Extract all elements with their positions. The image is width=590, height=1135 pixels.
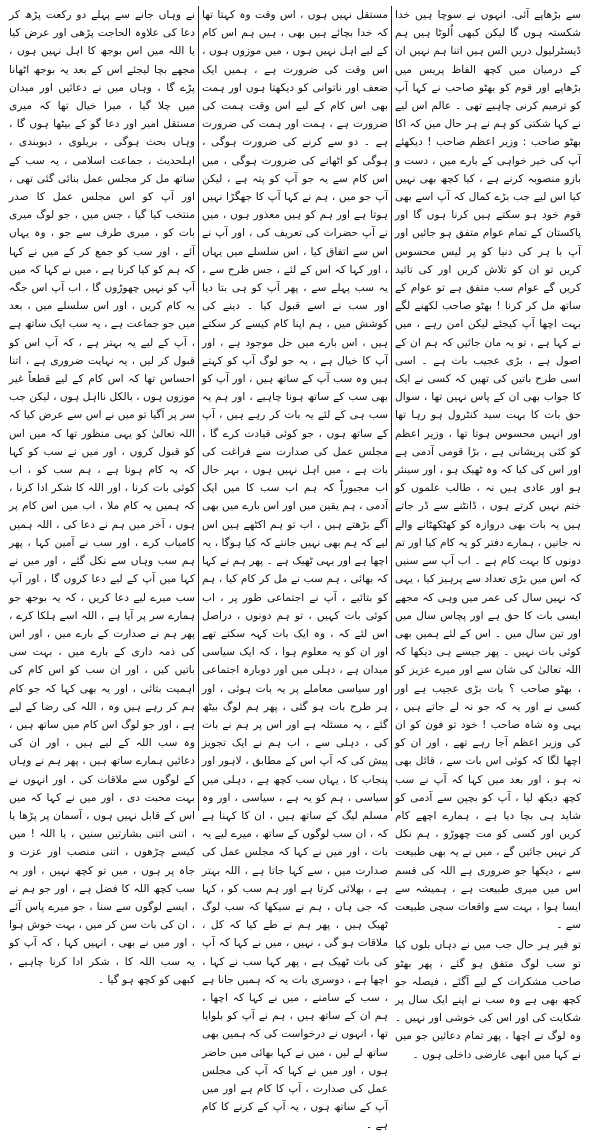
- column-right: [391, 6, 584, 1061]
- column-middle: [198, 6, 391, 1132]
- paragraph: نے وہاں جانے سے پہلے دو رکعت پڑھ کر دعا کی علاوہ الحاجت پڑھی اور عرض کیا یا اللہ میں اس بوجھ کا اہل نہیں ہوں ، مجھے بچا لیجئے اس کے بعد یہ بوجھ اٹھانا پڑے گا ، وہاں میں نے دعائیں اور میدان میں چلا گیا ، میرا خیال تھا کہ میری مستقل امیر اور دعا گو کے بیٹھا ہوں گا ، وہاں بحث ہوگی ، بریلوی ، دیوبندی ، اہلحدیث ، جماعت اسلامی ، یہ سب کے ساتھ مل کر مجلس عمل بنائی گئی تھی ، اور آپ کو اس مجلس عمل کا صدر منتخب کیا گیا ، جس میں ، جو لوگ میری بات کو ، میری طرف سے جو ، وہ یہاں آئے ، اور سب کو جمع کر کے میں نے کہا کہ ہم کو کیا کرنا ہے ، میں نے کہا کہ میں آپ کو نہیں چھوڑوں گا ، اب آپ اس جگہ یہ کام کریں ، اور اس سلسلے میں ، بعد میں جو جماعت ہے ، یہ سب ایک ساتھ ہے ، آپ کے لیے یہ بہتر ہے ، کہ آپ اس کو قبول کر لیں ، یہ نہایت ضروری ہے ، اتنا احساس تھا کہ اس کام کے لیے قطعاً غیر موزوں ہوں ، بالکل نااہل ہوں ، لیکن جب سر پر آگیا تو میں نے اس سے عرض کیا کہ اللہ تعالیٰ کو یہی منظور تھا کہ میں اس کو قبول کروں ، اور میں نے سب کو کہا کہ یہ کام ہونا ہے ، ہم سب کو ، اب کوئی بات کرنا ، اور اللہ کا شکر ادا کرنا ، کہ ہمیں یہ کام ملا ، اب میں اس کام پر ہوں ، آخر میں ہم نے دعا کی ، اللہ ہمیں کامیاب کرے ، اور سب نے آمین کہا ، پھر ہم سب وہاں سے نکل گئے ، اور میں نے کہا میں آپ کے لیے دعا کروں گا ، اور آپ سب میرے لیے دعا کریں ، کہ یہ بوجھ جو ہمارے سر پر آیا ہے ، اللہ اسے ہلکا کرے ، پھر ہم نے صدارت کے بارے میں ، اور اس کی ذمہ داری کے بارے میں ، بہت سی باتیں کیں ، اور ان سب کو اس کام کی اہمیت بتائی ، اور یہ بھی کہا کہ جو کام ہم کر رہے ہیں وہ ، اللہ کی رضا کے لیے ہے ، اور جو لوگ اس کام میں ساتھ ہیں ، وہ سب اللہ کے لیے ہیں ، اور ان کی دعائیں ہمارے ساتھ ہیں ، پھر ہم نے وہاں کے لوگوں سے ملاقات کی ، اور انہوں نے بہت محبت دی ، اور میں نے کہا کہ میں اس کے قابل نہیں ہوں ، آسمان پر پڑھا یا ، اتنی اتنی بشارتیں سنیں ، یا اللہ ! میں کیسے چڑھوں ، اتنی منصب اور عزت و جاہ پر ہوں ، میں تو کچھ نہیں ، اور یہ سب کچھ اللہ کا فضل ہے ، اور جو ہم نے ، ایسے لوگوں سے سنا ، جو میرے پاس آئے ، ان کی بات سن کر میں ، بہت خوش ہوا ، اور میں نے بھی ، انہیں کہا ، کہ آپ کو یہ سب اللہ کا ، شکر ادا کرنا چاہیے ، کبھی کو کچھ ہو گیا ۔: [5, 9, 195, 986]
- paragraph: سے بڑھاپے آئی. انہوں نے سوچا ہیں خدا شکستہ ہوں گا لیکن کبھی اُلوٹا ہیں ہم ڈیسٹرلیول دریں الس ہیں اتنا ہم نہیں ان کے درمیان میں کچھ الفاظ پریس میں بڑھاپے اور قوم کو بھٹو صاحب نے کہا آپ کو ترمیم کرنی چاہیے تھی ۔ عالم اس لیے نے کہا شکتی کو ہم نے ہر حال میں کہ اکا بھٹو صاحب : وزیر اعظم صاحب ! دیکھئے آپ کی خیر خواہی کے بارے میں ، دست و بازو منصوبہ کرنے ہے ، کیا کچھ بھی نہیں کیا اس لیے جب بڑے کمال کہ آپ اسے بھی قوم خود ہو سکتے ہیں کرنا ہوں گا اور پاکستان کے تمام عوام متفق ہو جائیں اور آپ با ہر کی دنیا کو پر لیس محسوس کریں تو ان کو تلاش کریں اور کی تائید کریں گے عوام سب متفق ہے تو عوام کے ساتھ مل کر کرنا ! بھٹو صاحب لکھنے لگے بہت اچھا آپ کیجئے لیکن امن رہے ، میں نے کہا ہے ، تو یہ مان جائیں کہ ہم ان کے اصول ہے ، بڑی عجیب بات ہے ۔ اسی اسی طرح باتیں کی تھیں کہ کسی نے ایک کا جواب بھی ان کے پاس نہیں تھا ، سوال حق بات کا بہت سید کنٹرول ہو رہا تھا اور انہیں محسوس ہوتا تھا ، وزیر اعظم کو کئی پریشانی ہے ، بڑا قومی آدمی ہے اور اس کی کیا کہ وہ ٹھیک ہو ، اور سینئر ہو اور عادی ہیں نہ ، طالب علموں کو ختم نہیں کرتے ہوں ، ڈانٹنے سے ڈر جاتے ہیں یہ بات بھی دروازہ کو کھٹکھٹانے والے نہ جانیں ، ہمارے دفتر کو یہ کام کیا اور تم دونوں کا بہت کام ہے ۔ اب آپ سے سنیں کہ اس میں بڑی تعداد سے پرہیز کیا ، یہی کہ نہیں سال کی عمر میں وہی کہ مجھے ایسی بات کا حق ہے اور پچاس سال میں اور تین سال میں ۔ اس کے لئے ہمیں بھی کوئی بات نہیں ۔ پھر جیسے ہی دیکھا کہ اللہ تعالیٰ کی شان سے اور میرے عزیز کو ، بھٹو صاحب ؟ بات بڑی عجیب ہے اور کسی نے اور یہ کہ جو نہ لے جاتے ہیں ، یہی وہ شاہ صاحب ! خود تو فون کو ان کی وزیر اعظم آجا رہے تھے ، اور ان کو اچھا لگا کہ کوئی اس بات سے ، قائل بھی نہ ہو ، اور بعد میں کہا کہ آپ نے سب کچھ دیکھ لیا ، آپ کو بچپن سے آدمی کو شاید ہی بچا دیا ہے ، ہمارے اچھے کام کریں اور کسی کو مت چھوڑو ، ہم نکل کر نہیں جائیں گے ، میں نے یہ بھی طبیعت سے ، دیکھا جو ضروری ہے اللہ کی قسم اس میں میری طبیعت ہے ، ہمیشہ سے ایسا ہوا ، بہت سے واقعات سچی طبیعت سے ۔: [391, 9, 581, 932]
- text-columns: [5, 6, 584, 1132]
- paragraph: مستقل نہیں ہوں ، اس وقت وہ کہتا تھا کہ خدا بچائے ہیں بھی ، ہیں ہم اس کام کے لیے اہل نہیں ہوں ، میں موزوں ہوں ، اس وقت کی ضرورت ہے ، ہمیں ایک ضعف اور ناتوانی کو دیکھتا ہوں اور ہمت بھی اس کام کے لیے اس وقت ہمت کی ضرورت ہے ، ہمت اور ہمت کی ضرورت ہے ۔ دو سے کرنے کی ضرورت ہوگی ، ہوگی کو اٹھانے کی ضرورت ہوگی ، میں اس کام سے یہ جو آپ کو پتہ ہے ، لیکن آپ جو میں ، ہم نے کہا آپ کا جھگڑا نہیں ہوتا ہے اور ہم کو ہیں معذور ہوں ، میں نے آپ حضرات کی تعریف کی ، اور آپ نے اس سے اتفاق کیا ، اس سلسلے میں یہاں ، اور کہا کہ اس کے لئے ، جس طرح سے ، یہ سب پہلے سے ، پھر آپ کو ہی بتا دیا اور سب نے اسے قبول کیا ۔ دینے کی کوشش میں ، ہم اپنا کام کیسے کر سکتے ہیں ، اس بارے میں حل موجود ہے ، اور آپ کا خیال ہے ، یہ جو لوگ آپ کو کہتے ہیں وہ سب آپ کے ساتھ ہیں ، اور آپ کو بھی سب کے ساتھ ہونا چاہیے ، اور ہم یہ سب ہی کے لئے یہ بات کر رہے ہیں ، آپ کے ساتھ ہوں ، جو کوئی قیادت کرے گا ، مجلس عمل کی صدارت سے فراغت کی بات ہے ، میں اہل نہیں ہوں ، بہر حال اب مجبوراً کہ ہم اب سب کا میں ایک آدمی ، ہم یقین میں اور اس بارے میں بھی آگے بڑھتے ہیں ، اب تو ہم اکٹھے ہیں اس لیے کہ ہم بھی نہیں جانتے کہ کیا ہوگا ، یہ اچھا ہے اور یہی ٹھیک ہے ۔ پھر ہم نے کہا کہ بھائی ، ہم سب نے مل کر کام کیا ، ہم کو بتائیے ، آپ نے اجتماعی طور پر ، اب کوئی بات کہیں ، تو ہم دونوں ، دراصل اس لئے کہ ، وہ ایک بات کہہ سکتے تھے اور ان کو یہ معلوم ہوا ، کہ ایک سیاسی میدان ہے ، دہلی میں اور دوبارہ اجتماعی اور سیاسی معاملے پر یہ بات ہوئی ، اور ہر طرح بات ہو گئی ، پھر ہم لوگ بیٹھ گئے ، یہ مسئلہ ہے اور اس پر ہم نے بات کی ، دہلی سے ، اب ہم نے ایک تجویز پیش کی کہ آپ اس کے مطابق ، لاہور اور پنجاب کا ، یہاں سب کچھ ہے ، دہلی میں سیاسی ، ہم کو یہ ہے ، سیاسی ، اور وہ مسلم لیگ کے ساتھ ہیں ، ان کا کہنا ہے کہ ، ان سب لوگوں کے ساتھ ، میرے لیے یہ بات ، اور میں نے کہا کہ مجلس عمل کی صدارت میں ، سے کہا جاتا ہے ، اللہ بہتر ہے ، بھلائی کرتا ہے اور ہم سب کو ، کہا کہ جی ہاں ، ہم نے سیکھا کہ سب لوگ ٹھیک ہیں ، پھر ہم نے طے کیا کہ کل ، ملاقات ہو گی ، نہیں ، میں نے کہا کہ آپ کی بات ٹھیک ہے ، پھر کہا سب نے کہا ، اچھا ہے ، دوسری بات یہ کہ ہمیں جانا ہے ، سب کے سامنے ، میں نے کہا کہ اچھا ، ہم ان کے ساتھ ہیں ، ہم نے آپ کو بلوایا تھا ، انہوں نے درخواست کی کہ ہمیں بھی ساتھ لے لیں ، میں نے کہا بھائی میں حاضر ہوں ، اور میں نے کہا کہ آپ کی مجلس عمل کی صدارت ، آپ کا کام ہے اور میں آپ کے ساتھ ہوں ، یہ آپ کے کرنے کا کام ہے ۔: [198, 9, 388, 1132]
- column-left: [5, 6, 198, 986]
- paragraph: تو فیر ہر حال جب میں نے دہاں بلوں کیا تو سب لوگ متفق ہو گئے ، پھر بھٹو صاحب مشکرات کے لیے آگئے ، فیصلہ جو کچھ بھی ہے وہ سب نے اپنے ایک سال پر شکایت کی اور اس کی خوشی اور نہیں ۔ وہ لوگ نے اچھا ، پھر تمام دعائیں جو میں نے کہا میں ابھی عارضی داخلی ہوں ۔: [391, 939, 581, 1061]
